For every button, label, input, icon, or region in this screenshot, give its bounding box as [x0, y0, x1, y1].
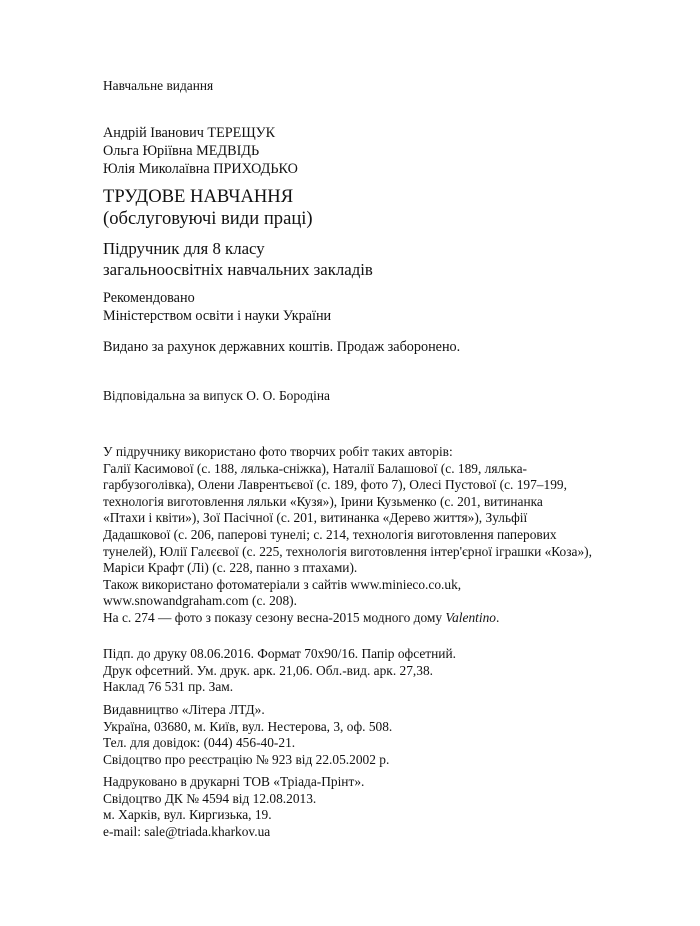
print-specs [103, 646, 456, 696]
print-spec-line: Підп. до друку 08.06.2016. Формат 70х90/16. Папір офсетний. [103, 646, 456, 661]
title-subtitle: (обслуговуючі види праці) [103, 208, 313, 229]
printer-line: Надруковано в друкарні ТОВ «Тріада-Прінт». [103, 774, 365, 789]
publisher-line: Україна, 03680, м. Київ, вул. Нестерова, 3, оф. 508. [103, 718, 393, 734]
publisher-info [103, 702, 392, 768]
printer-line: м. Харків, вул. Киргизька, 19. [103, 807, 272, 823]
credits-last-prefix: На с. 274 — фото з показу сезону весна-2015 модного дому [103, 609, 446, 625]
print-spec-line: Наклад 76 531 пр. Зам. [103, 679, 234, 695]
credits-line: Маріси Крафт (Лі) (с. 228, панно з птахами). [103, 560, 358, 576]
printer-email: e-mail: sale@triada.kharkov.ua [103, 823, 271, 839]
publisher-line: Тел. для довідок: (044) 456-40-21. [103, 735, 296, 751]
credits-line: У підручнику використано фото творчих робіт таких авторів: [103, 444, 453, 459]
publisher-line: Свідоцтво про реєстрацію № 923 від 22.05.2002 р. [103, 751, 390, 767]
book-title [103, 186, 313, 230]
textbook-for-line1: Підручник для 8 класу [103, 239, 265, 258]
credits-line: Галії Касимової (с. 188, лялька-сніжка), Наталії Балашової (с. 189, лялька- [103, 460, 528, 476]
author-2: Ольга Юріївна МЕДВІДЬ [103, 143, 260, 159]
credits-line: www.snowandgraham.com (с. 208). [103, 593, 297, 609]
credits-last-italic: Valentino [445, 609, 496, 625]
recommended-line2: Міністерством освіти і науки України [103, 308, 332, 324]
credits-line: тунелей), Юлії Галєєвої (с. 225, технологія виготовлення інтер'єрної іграшки «Коза»), [103, 543, 592, 559]
textbook-for-line2: загальноосвітніх навчальних закладів [103, 260, 373, 279]
textbook-for [103, 238, 373, 280]
recommended-block [103, 289, 331, 325]
publisher-line: Видавництво «Літера ЛТД». [103, 702, 265, 717]
credits-line: «Птахи і квіти»), Зої Пасічної (с. 201, витинанка «Дерево життя»), Зульфії [103, 510, 528, 526]
responsible-editor: Відповідальна за випуск О. О. Бородіна [103, 388, 330, 403]
title-main: ТРУДОВЕ НАВЧАННЯ [103, 186, 294, 207]
authors-block [103, 124, 298, 178]
credits-line: технологія виготовлення ляльки «Кузя»), Ірини Кузьменко (с. 201, витинанка [103, 493, 543, 509]
author-3: Юлія Миколаївна ПРИХОДЬКО [103, 161, 298, 177]
print-spec-line: Друк офсетний. Ум. друк. арк. 21,06. Обл.-вид. арк. 27,38. [103, 662, 433, 678]
edition-type: Навчальне видання [103, 78, 214, 93]
printer-info [103, 774, 364, 840]
credits-line: гарбузоголівка), Олени Лаврентьєвої (с. 189, фото 7), Олесі Пустової (с. 197–199, [103, 477, 567, 493]
printer-line: Свідоцтво ДК № 4594 від 12.08.2013. [103, 790, 317, 806]
credits-last-line [103, 610, 592, 627]
credits-last-suffix: . [496, 609, 500, 625]
funding-note: Видано за рахунок державних коштів. Продаж заборонено. [103, 339, 461, 355]
credits-line: Дадашкової (с. 206, паперові тунелі; с. 214, технологія виготовлення паперових [103, 526, 557, 542]
photo-credits [103, 444, 592, 627]
recommended-line1: Рекомендовано [103, 290, 195, 306]
credits-line: Також використано фотоматеріали з сайтів www.minieco.co.uk, [103, 576, 462, 592]
author-1: Андрій Іванович ТЕРЕЩУК [103, 125, 276, 141]
